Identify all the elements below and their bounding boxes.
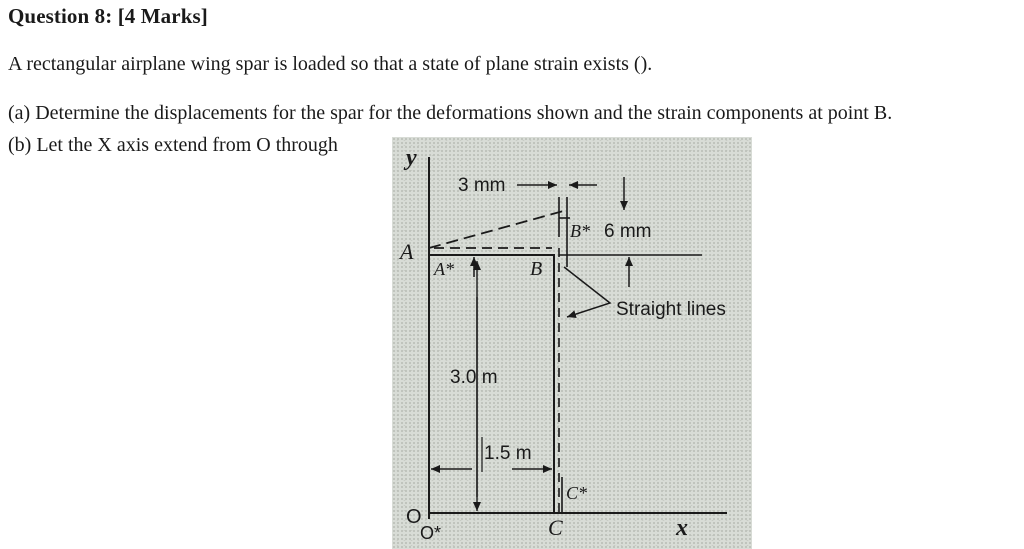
deformed-top-edge xyxy=(429,210,567,248)
dim-6mm-label: 6 mm xyxy=(604,221,652,242)
part-a-text: (a) Determine the displacements for the spar for the deformations shown and the strain components at point B. xyxy=(8,102,893,124)
point-b-label: B xyxy=(530,258,543,280)
point-o-star-label: O* xyxy=(420,523,442,543)
point-b-star-label: B* xyxy=(570,221,590,241)
question-heading: Question 8: [4 Marks] xyxy=(8,4,208,28)
y-axis-label: y xyxy=(406,145,417,171)
x-axis-label: x xyxy=(676,515,688,541)
point-c-label: C xyxy=(548,515,563,540)
spar-deformation-figure xyxy=(392,137,752,549)
part-b-text: (b) Let the X axis extend from O through xyxy=(8,134,338,156)
point-a-star-label: A* xyxy=(434,259,454,279)
point-a-label: A xyxy=(400,239,414,264)
dim-3mm-label: 3 mm xyxy=(458,175,506,196)
point-c-star-label: C* xyxy=(566,483,588,503)
dim-width-label: 1.5 m xyxy=(484,443,532,464)
straight-lines-label: Straight lines xyxy=(616,299,726,320)
dim-height-label: 3.0 m xyxy=(450,367,498,388)
straight-lines-callout xyxy=(564,267,610,317)
point-o-label: O xyxy=(406,506,422,528)
problem-intro: A rectangular airplane wing spar is loaded so that a state of plane strain exists (). xyxy=(8,53,653,75)
